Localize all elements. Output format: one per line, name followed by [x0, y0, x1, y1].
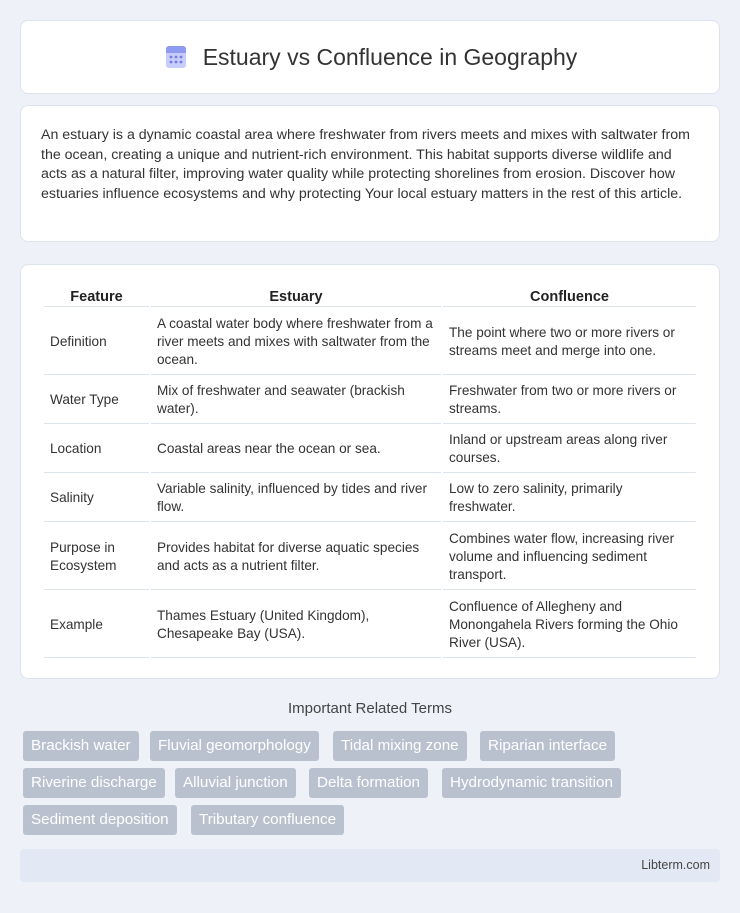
comparison-table-card: [20, 264, 720, 679]
table-cell: Location: [44, 426, 149, 473]
related-term-tag[interactable]: Alluvial junction: [175, 768, 296, 798]
related-term-tag[interactable]: Riverine discharge: [23, 768, 165, 798]
table-cell: Confluence of Allegheny and Monongahela Rivers forming the Ohio River (USA).: [443, 592, 696, 658]
table-cell: Combines water flow, increasing river volume and influencing sediment transport.: [443, 524, 696, 590]
table-row: [44, 475, 696, 522]
related-terms-title: Important Related Terms: [288, 700, 452, 717]
title-card: [20, 20, 720, 94]
table-cell: The point where two or more rivers or streams meet and merge into one.: [443, 309, 696, 375]
intro-text: An estuary is a dynamic coastal area where freshwater from rivers meets and mixes with saltwater from the ocean, creating a unique and nutrient-rich environment. This habitat supports diverse wildlife and acts as a natural filter, improving water quality while protecting shorelines from erosion. Discover how estuaries influence ecosystems and why protecting Your local estuary matters in the rest of this article.: [41, 127, 690, 202]
table-cell: Definition: [44, 309, 149, 375]
table-header-row: [44, 287, 696, 307]
table-cell: Variable salinity, influenced by tides and river flow.: [151, 475, 441, 522]
intro-card: [20, 105, 720, 242]
related-term-tag[interactable]: Fluvial geomorphology: [150, 731, 319, 761]
table-cell: Thames Estuary (United Kingdom), Chesapeake Bay (USA).: [151, 592, 441, 658]
table-row: [44, 309, 696, 375]
page-title: Estuary vs Confluence in Geography: [202, 43, 578, 70]
table-row: [44, 426, 696, 473]
table-cell: Purpose in Ecosystem: [44, 524, 149, 590]
comparison-table: [42, 285, 698, 660]
column-header-feature: Feature: [44, 287, 149, 307]
table-cell: Example: [44, 592, 149, 658]
column-header-estuary: Estuary: [151, 287, 441, 307]
related-term-tag[interactable]: Tidal mixing zone: [333, 731, 467, 761]
related-term-tag[interactable]: Hydrodynamic transition: [442, 768, 621, 798]
related-term-tag[interactable]: Brackish water: [23, 731, 139, 761]
table-cell: Mix of freshwater and seawater (brackish water).: [151, 377, 441, 424]
related-term-tag[interactable]: Riparian interface: [480, 731, 615, 761]
table-cell: Coastal areas near the ocean or sea.: [151, 426, 441, 473]
table-cell: Inland or upstream areas along river courses.: [443, 426, 696, 473]
related-term-tag[interactable]: Tributary confluence: [191, 805, 344, 835]
table-cell: Water Type: [44, 377, 149, 424]
footer: [20, 849, 720, 882]
column-header-confluence: Confluence: [443, 287, 696, 307]
related-term-tag[interactable]: Sediment deposition: [23, 805, 177, 835]
table-cell: A coastal water body where freshwater from a river meets and mixes with saltwater from the ocean.: [151, 309, 441, 375]
calculator-icon: [163, 44, 189, 70]
related-term-tag[interactable]: Delta formation: [309, 768, 428, 798]
table-cell: Freshwater from two or more rivers or streams.: [443, 377, 696, 424]
table-row: [44, 592, 696, 658]
table-cell: Provides habitat for diverse aquatic species and acts as a nutrient filter.: [151, 524, 441, 590]
table-cell: Low to zero salinity, primarily freshwater.: [443, 475, 696, 522]
table-cell: Salinity: [44, 475, 149, 522]
table-row: [44, 524, 696, 590]
table-row: [44, 377, 696, 424]
footer-site-link[interactable]: Libterm.com: [641, 858, 710, 872]
